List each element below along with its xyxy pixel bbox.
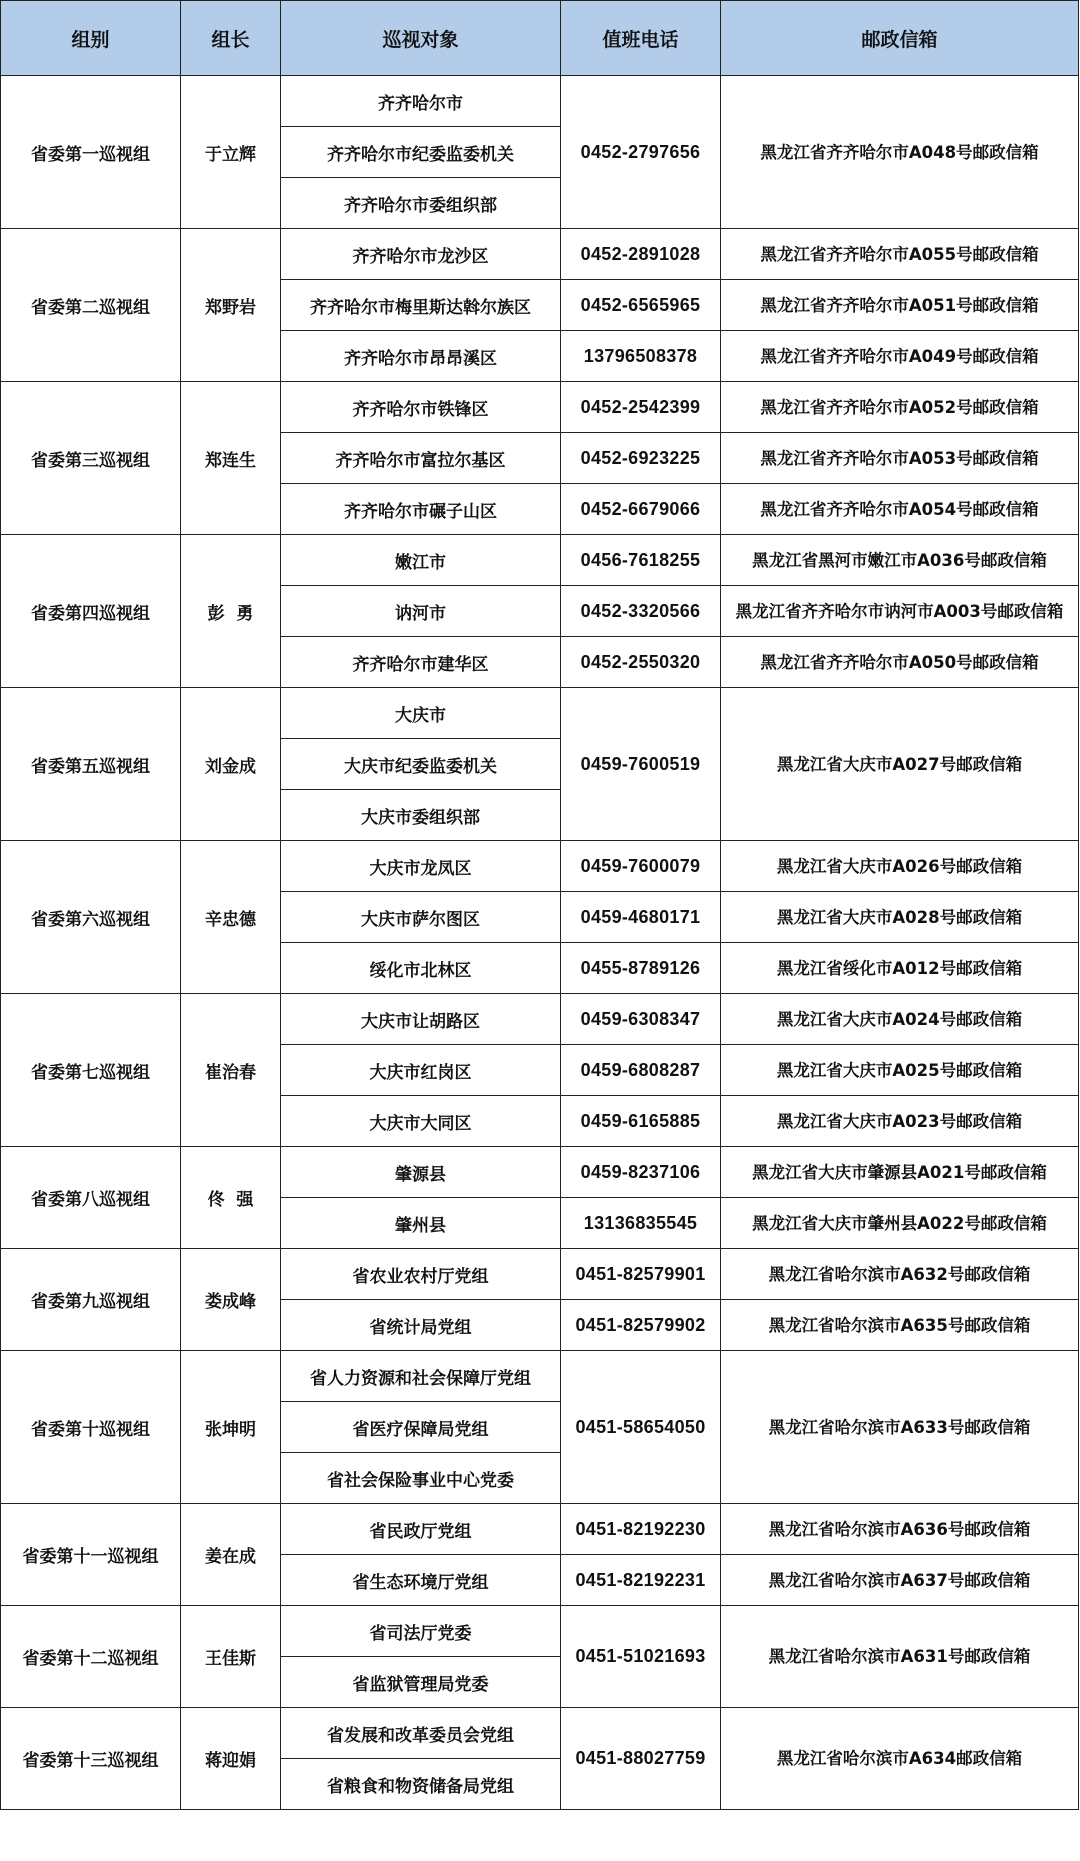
- target-cell: 齐齐哈尔市铁锋区: [281, 382, 561, 433]
- phone-cell: 0459-8237106: [561, 1147, 721, 1198]
- mailbox-cell: 黑龙江省齐齐哈尔市A051号邮政信箱: [721, 280, 1079, 331]
- target-cell: 肇源县: [281, 1147, 561, 1198]
- header-leader: 组长: [181, 1, 281, 76]
- group-leader-cell: 娄成峰: [181, 1249, 281, 1351]
- mailbox-cell: 黑龙江省大庆市A023号邮政信箱: [721, 1096, 1079, 1147]
- phone-cell: 0452-6923225: [561, 433, 721, 484]
- mailbox-cell: 黑龙江省齐齐哈尔市讷河市A003号邮政信箱: [721, 586, 1079, 637]
- mailbox-cell: 黑龙江省齐齐哈尔市A055号邮政信箱: [721, 229, 1079, 280]
- target-cell: 省发展和改革委员会党组: [281, 1708, 561, 1759]
- target-cell: 绥化市北林区: [281, 943, 561, 994]
- group-leader-cell: 王佳斯: [181, 1606, 281, 1708]
- group-name-cell: 省委第十三巡视组: [1, 1708, 181, 1810]
- target-cell: 省司法厅党委: [281, 1606, 561, 1657]
- mailbox-cell: 黑龙江省哈尔滨市A633号邮政信箱: [721, 1351, 1079, 1504]
- target-cell: 大庆市纪委监委机关: [281, 739, 561, 790]
- group-name-cell: 省委第十巡视组: [1, 1351, 181, 1504]
- mailbox-cell: 黑龙江省齐齐哈尔市A052号邮政信箱: [721, 382, 1079, 433]
- mailbox-cell: 黑龙江省齐齐哈尔市A049号邮政信箱: [721, 331, 1079, 382]
- phone-cell: 0451-82579901: [561, 1249, 721, 1300]
- target-cell: 省监狱管理局党委: [281, 1657, 561, 1708]
- target-cell: 齐齐哈尔市建华区: [281, 637, 561, 688]
- mailbox-cell: 黑龙江省齐齐哈尔市A048号邮政信箱: [721, 76, 1079, 229]
- table-row: [1, 1606, 1079, 1657]
- mailbox-cell: 黑龙江省大庆市A027号邮政信箱: [721, 688, 1079, 841]
- group-name-cell: 省委第三巡视组: [1, 382, 181, 535]
- mailbox-cell: 黑龙江省齐齐哈尔市A053号邮政信箱: [721, 433, 1079, 484]
- phone-cell: 0451-82192231: [561, 1555, 721, 1606]
- phone-cell: 13136835545: [561, 1198, 721, 1249]
- mailbox-cell: 黑龙江省黑河市嫩江市A036号邮政信箱: [721, 535, 1079, 586]
- table-row: [1, 229, 1079, 280]
- target-cell: 省统计局党组: [281, 1300, 561, 1351]
- group-leader-cell: 辛忠德: [181, 841, 281, 994]
- header-mailbox: 邮政信箱: [721, 1, 1079, 76]
- phone-cell: 0452-2550320: [561, 637, 721, 688]
- mailbox-cell: 黑龙江省哈尔滨市A637号邮政信箱: [721, 1555, 1079, 1606]
- group-name-cell: 省委第六巡视组: [1, 841, 181, 994]
- header-target: 巡视对象: [281, 1, 561, 76]
- mailbox-cell: 黑龙江省大庆市肇源县A021号邮政信箱: [721, 1147, 1079, 1198]
- table-row: [1, 1504, 1079, 1555]
- group-leader-cell: 佟 强: [181, 1147, 281, 1249]
- group-name-cell: 省委第七巡视组: [1, 994, 181, 1147]
- table-row: [1, 841, 1079, 892]
- phone-cell: 0452-6565965: [561, 280, 721, 331]
- group-leader-cell: 于立辉: [181, 76, 281, 229]
- target-cell: 齐齐哈尔市梅里斯达斡尔族区: [281, 280, 561, 331]
- target-cell: 省农业农村厅党组: [281, 1249, 561, 1300]
- mailbox-cell: 黑龙江省绥化市A012号邮政信箱: [721, 943, 1079, 994]
- table-header-row: [1, 1, 1079, 76]
- target-cell: 齐齐哈尔市昂昂溪区: [281, 331, 561, 382]
- target-cell: 讷河市: [281, 586, 561, 637]
- mailbox-cell: 黑龙江省哈尔滨市A635号邮政信箱: [721, 1300, 1079, 1351]
- group-leader-cell: 郑连生: [181, 382, 281, 535]
- mailbox-cell: 黑龙江省哈尔滨市A636号邮政信箱: [721, 1504, 1079, 1555]
- phone-cell: 0452-2797656: [561, 76, 721, 229]
- target-cell: 大庆市大同区: [281, 1096, 561, 1147]
- target-cell: 省生态环境厅党组: [281, 1555, 561, 1606]
- phone-cell: 0451-58654050: [561, 1351, 721, 1504]
- phone-cell: 0452-3320566: [561, 586, 721, 637]
- group-leader-cell: 刘金成: [181, 688, 281, 841]
- phone-cell: 0456-7618255: [561, 535, 721, 586]
- target-cell: 齐齐哈尔市龙沙区: [281, 229, 561, 280]
- table-body: [1, 76, 1079, 1810]
- target-cell: 大庆市红岗区: [281, 1045, 561, 1096]
- group-name-cell: 省委第五巡视组: [1, 688, 181, 841]
- target-cell: 齐齐哈尔市富拉尔基区: [281, 433, 561, 484]
- phone-cell: 13796508378: [561, 331, 721, 382]
- target-cell: 齐齐哈尔市纪委监委机关: [281, 127, 561, 178]
- target-cell: 齐齐哈尔市委组织部: [281, 178, 561, 229]
- group-name-cell: 省委第十一巡视组: [1, 1504, 181, 1606]
- table-row: [1, 994, 1079, 1045]
- mailbox-cell: 黑龙江省大庆市A028号邮政信箱: [721, 892, 1079, 943]
- mailbox-cell: 黑龙江省大庆市A024号邮政信箱: [721, 994, 1079, 1045]
- table-row: [1, 382, 1079, 433]
- mailbox-cell: 黑龙江省哈尔滨市A631号邮政信箱: [721, 1606, 1079, 1708]
- mailbox-cell: 黑龙江省大庆市肇州县A022号邮政信箱: [721, 1198, 1079, 1249]
- group-leader-cell: 姜在成: [181, 1504, 281, 1606]
- phone-cell: 0459-7600079: [561, 841, 721, 892]
- header-phone: 值班电话: [561, 1, 721, 76]
- group-name-cell: 省委第九巡视组: [1, 1249, 181, 1351]
- target-cell: 大庆市让胡路区: [281, 994, 561, 1045]
- group-name-cell: 省委第一巡视组: [1, 76, 181, 229]
- phone-cell: 0459-6808287: [561, 1045, 721, 1096]
- target-cell: 齐齐哈尔市碾子山区: [281, 484, 561, 535]
- group-name-cell: 省委第四巡视组: [1, 535, 181, 688]
- phone-cell: 0459-6165885: [561, 1096, 721, 1147]
- phone-cell: 0451-51021693: [561, 1606, 721, 1708]
- table-row: [1, 535, 1079, 586]
- table-row: [1, 1147, 1079, 1198]
- target-cell: 大庆市: [281, 688, 561, 739]
- table-row: [1, 1708, 1079, 1759]
- target-cell: 大庆市龙凤区: [281, 841, 561, 892]
- phone-cell: 0451-82579902: [561, 1300, 721, 1351]
- phone-cell: 0452-2542399: [561, 382, 721, 433]
- target-cell: 肇州县: [281, 1198, 561, 1249]
- group-leader-cell: 郑野岩: [181, 229, 281, 382]
- group-leader-cell: 张坤明: [181, 1351, 281, 1504]
- table-row: [1, 1351, 1079, 1402]
- target-cell: 省人力资源和社会保障厅党组: [281, 1351, 561, 1402]
- group-name-cell: 省委第二巡视组: [1, 229, 181, 382]
- mailbox-cell: 黑龙江省哈尔滨市A634邮政信箱: [721, 1708, 1079, 1810]
- phone-cell: 0459-4680171: [561, 892, 721, 943]
- group-leader-cell: 彭 勇: [181, 535, 281, 688]
- mailbox-cell: 黑龙江省大庆市A026号邮政信箱: [721, 841, 1079, 892]
- mailbox-cell: 黑龙江省齐齐哈尔市A050号邮政信箱: [721, 637, 1079, 688]
- target-cell: 省粮食和物资储备局党组: [281, 1759, 561, 1810]
- mailbox-cell: 黑龙江省哈尔滨市A632号邮政信箱: [721, 1249, 1079, 1300]
- mailbox-cell: 黑龙江省大庆市A025号邮政信箱: [721, 1045, 1079, 1096]
- group-name-cell: 省委第十二巡视组: [1, 1606, 181, 1708]
- target-cell: 嫩江市: [281, 535, 561, 586]
- group-leader-cell: 崔治春: [181, 994, 281, 1147]
- phone-cell: 0459-6308347: [561, 994, 721, 1045]
- target-cell: 省医疗保障局党组: [281, 1402, 561, 1453]
- phone-cell: 0451-88027759: [561, 1708, 721, 1810]
- table-row: [1, 688, 1079, 739]
- table-row: [1, 1249, 1079, 1300]
- phone-cell: 0452-6679066: [561, 484, 721, 535]
- header-group: 组别: [1, 1, 181, 76]
- target-cell: 大庆市萨尔图区: [281, 892, 561, 943]
- table-row: [1, 76, 1079, 127]
- target-cell: 省社会保险事业中心党委: [281, 1453, 561, 1504]
- phone-cell: 0451-82192230: [561, 1504, 721, 1555]
- phone-cell: 0455-8789126: [561, 943, 721, 994]
- mailbox-cell: 黑龙江省齐齐哈尔市A054号邮政信箱: [721, 484, 1079, 535]
- group-name-cell: 省委第八巡视组: [1, 1147, 181, 1249]
- phone-cell: 0459-7600519: [561, 688, 721, 841]
- target-cell: 齐齐哈尔市: [281, 76, 561, 127]
- target-cell: 大庆市委组织部: [281, 790, 561, 841]
- group-leader-cell: 蒋迎娟: [181, 1708, 281, 1810]
- target-cell: 省民政厅党组: [281, 1504, 561, 1555]
- phone-cell: 0452-2891028: [561, 229, 721, 280]
